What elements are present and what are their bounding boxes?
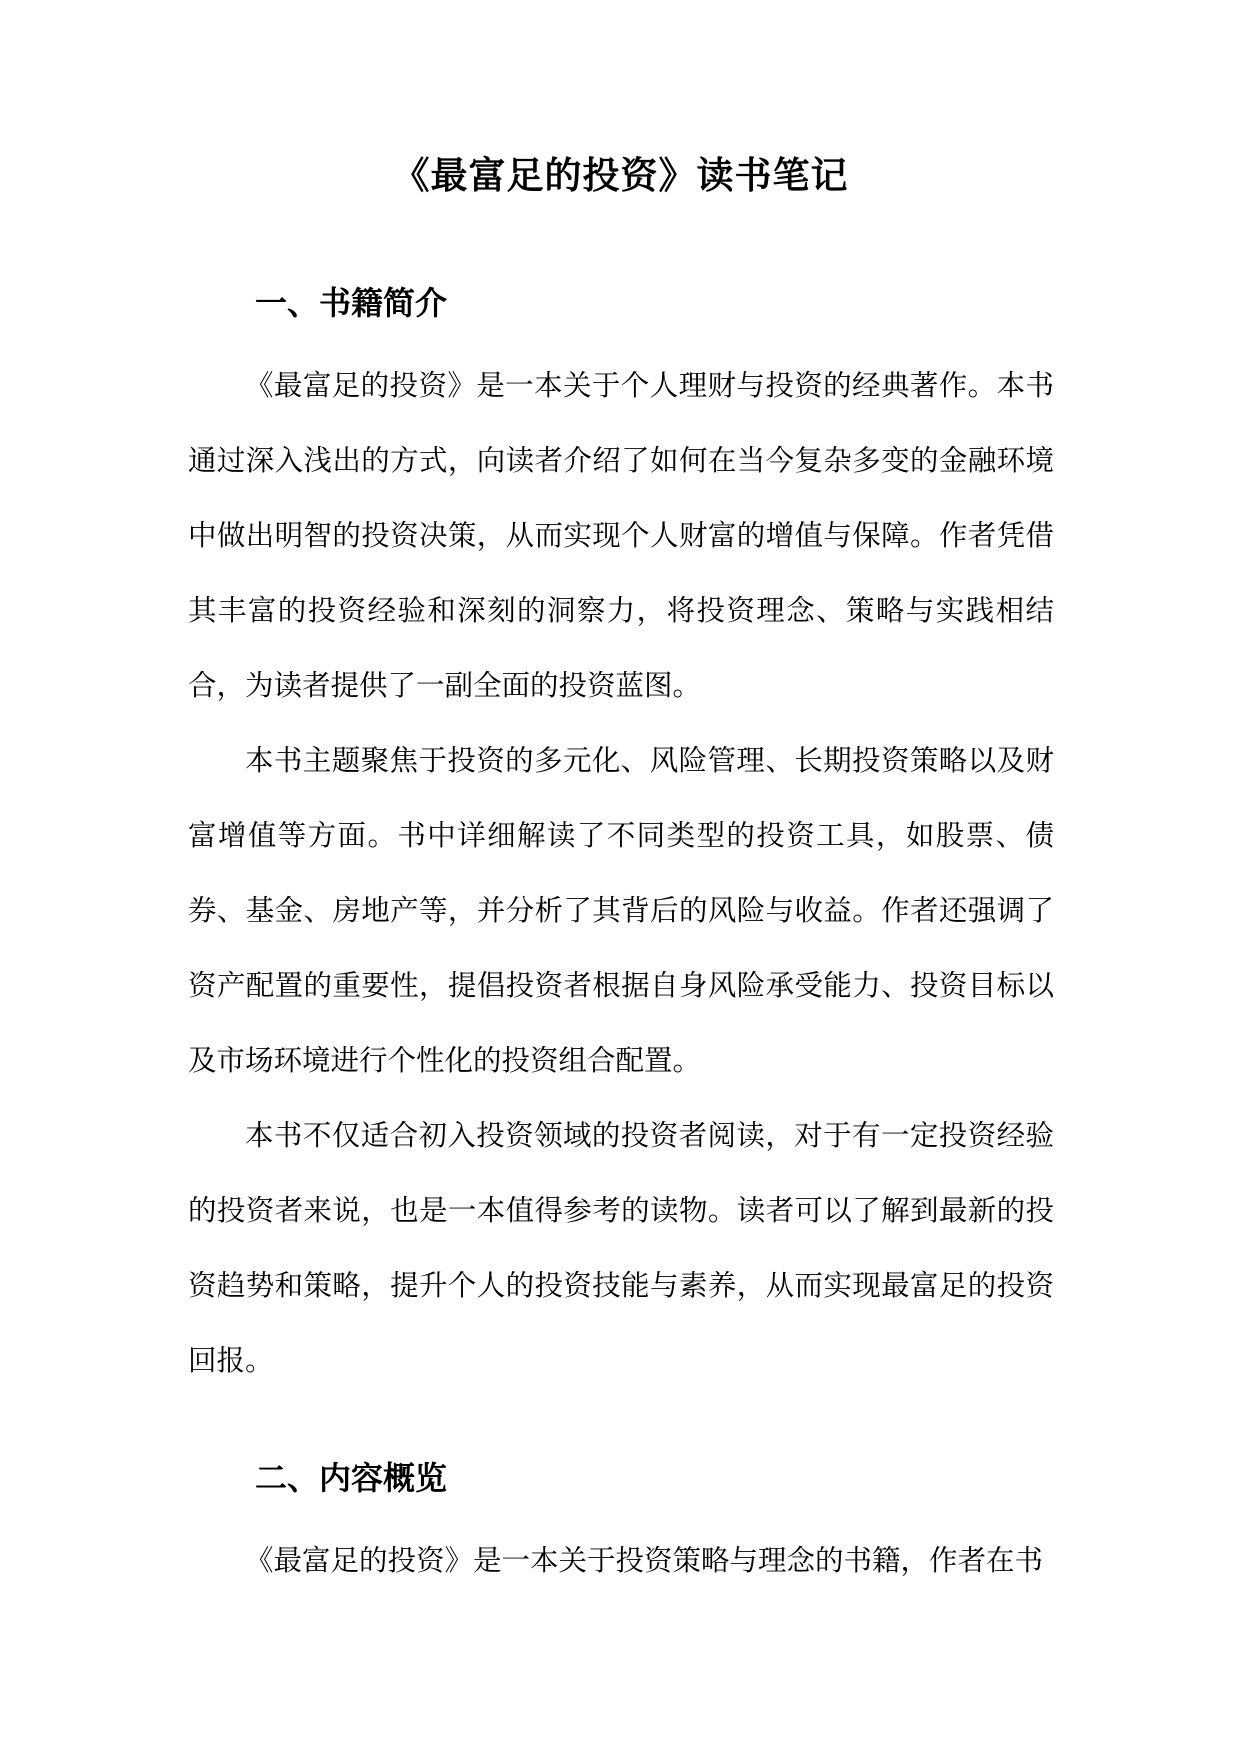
paragraph: 《最富足的投资》是一本关于个人理财与投资的经典著作。本书通过深入浅出的方式，向读者介绍了如何在当今复杂多变的金融环境中做出明智的投资决策，从而实现个人财富的增值与保障。作者凭借其丰富的投资经验和深刻的洞察力，将投资理念、策略与实践相结合，为读者提供了一副全面的投资蓝图。	[188, 369, 1054, 702]
paragraph: 本书主题聚焦于投资的多元化、风险管理、长期投资策略以及财富增值等方面。书中详细解读了不同类型的投资工具，如股票、债券、基金、房地产等，并分析了其背后的风险与收益。作者还强调了资产配置的重要性，提倡投资者根据自身风险承受能力、投资目标以及市场环境进行个性化的投资组合配置。	[188, 744, 1054, 1077]
paragraph: 本书不仅适合初入投资领域的投资者阅读，对于有一定投资经验的投资者来说，也是一本值得参考的读物。读者可以了解到最新的投资趋势和策略，提升个人的投资技能与素养，从而实现最富足的投资回报。	[188, 1119, 1054, 1377]
document-title: 《最富足的投资》读书笔记	[392, 154, 849, 197]
paragraph: 《最富足的投资》是一本关于投资策略与理念的书籍，作者在书	[245, 1544, 1044, 1577]
section-heading-introduction: 一、书籍简介	[255, 284, 448, 322]
section-heading-overview: 二、内容概览	[255, 1459, 448, 1497]
